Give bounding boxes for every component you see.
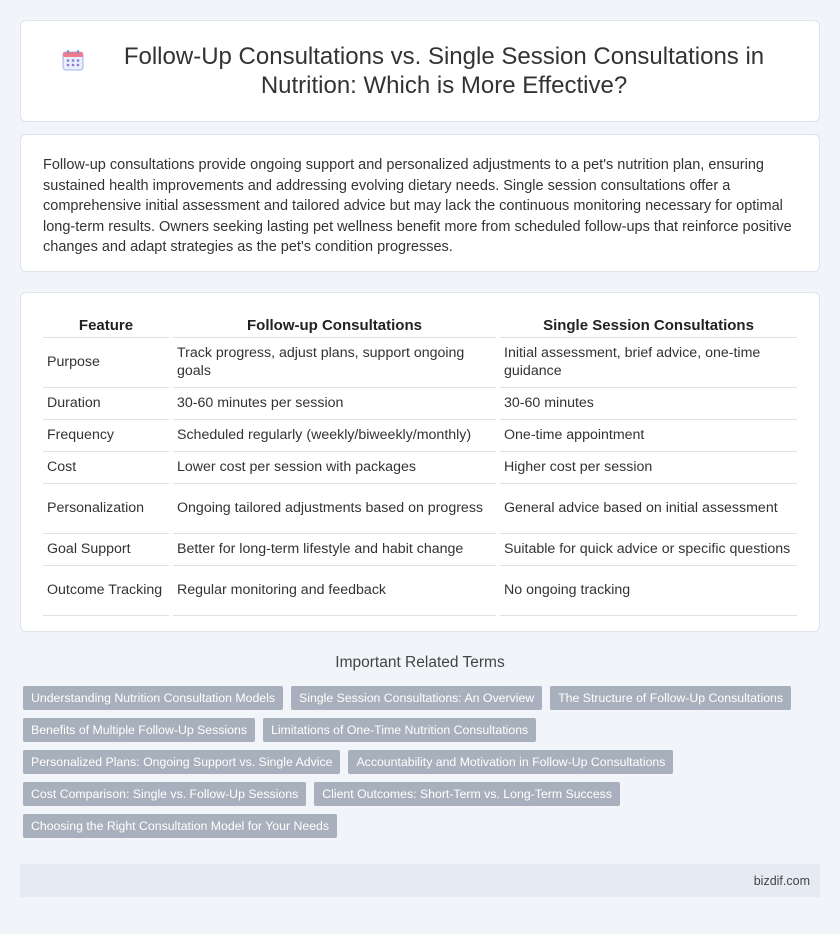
- related-terms-list: [0, 686, 840, 846]
- related-term-tag[interactable]: Client Outcomes: Short-Term vs. Long-Term Success: [314, 782, 620, 806]
- related-term-tag[interactable]: Choosing the Right Consultation Model for Your Needs: [23, 814, 337, 838]
- related-term-tag[interactable]: The Structure of Follow-Up Consultations: [550, 686, 791, 710]
- table-cell: Ongoing tailored adjustments based on progress: [173, 484, 496, 534]
- table-cell: Scheduled regularly (weekly/biweekly/monthly): [173, 420, 496, 452]
- table-cell: General advice based on initial assessment: [500, 484, 797, 534]
- table-cell: Higher cost per session: [500, 452, 797, 484]
- table-cell: Initial assessment, brief advice, one-time guidance: [500, 338, 797, 388]
- column-header-follow-up: Follow-up Consultations: [173, 315, 496, 338]
- table-cell: Better for long-term lifestyle and habit change: [173, 534, 496, 566]
- intro-card: [20, 134, 820, 272]
- table-cell: No ongoing tracking: [500, 566, 797, 616]
- table-cell: Personalization: [43, 484, 169, 534]
- column-header-feature: Feature: [43, 315, 169, 338]
- table-cell: Regular monitoring and feedback: [173, 566, 496, 616]
- related-term-tag[interactable]: Understanding Nutrition Consultation Models: [23, 686, 283, 710]
- table-row: [43, 566, 797, 616]
- related-term-tag[interactable]: Cost Comparison: Single vs. Follow-Up Sessions: [23, 782, 306, 806]
- page-title: Follow-Up Consultations vs. Single Session Consultations in Nutrition: Which is More Effective?: [123, 43, 765, 99]
- intro-text: Follow-up consultations provide ongoing support and personalized adjustments to a pet's nutrition plan, ensuring sustained health improvements and addressing evolving dietary needs. Single session consultations offer a comprehensive initial assessment and tailored advice but may lack the continuous monitoring necessary for optimal long-term results. Owners seeking lasting pet wellness benefit more from scheduled follow-ups that reinforce positive changes and adapt strategies as the pet's condition progresses.: [43, 157, 792, 255]
- table-cell: Track progress, adjust plans, support ongoing goals: [173, 338, 496, 388]
- related-term-tag[interactable]: Benefits of Multiple Follow-Up Sessions: [23, 718, 255, 742]
- table-cell: Duration: [43, 388, 169, 420]
- table-cell: Outcome Tracking: [43, 566, 169, 616]
- table-cell: Frequency: [43, 420, 169, 452]
- table-cell: Goal Support: [43, 534, 169, 566]
- table-header-row: [43, 315, 797, 338]
- related-term-tag[interactable]: Personalized Plans: Ongoing Support vs. Single Advice: [23, 750, 340, 774]
- header-card: [20, 20, 820, 122]
- table-row: [43, 420, 797, 452]
- table-cell: 30-60 minutes: [500, 388, 797, 420]
- table-cell: Suitable for quick advice or specific questions: [500, 534, 797, 566]
- related-terms-heading: Important Related Terms: [335, 654, 505, 671]
- comparison-table-card: [20, 292, 820, 632]
- table-cell: Purpose: [43, 338, 169, 388]
- footer: [20, 864, 820, 897]
- table-cell: One-time appointment: [500, 420, 797, 452]
- table-row: [43, 484, 797, 534]
- column-header-single-session: Single Session Consultations: [500, 315, 797, 338]
- comparison-table: [39, 315, 801, 616]
- calendar-icon: [61, 48, 85, 72]
- related-term-tag[interactable]: Accountability and Motivation in Follow-Up Consultations: [348, 750, 673, 774]
- table-cell: 30-60 minutes per session: [173, 388, 496, 420]
- related-term-tag[interactable]: Single Session Consultations: An Overview: [291, 686, 542, 710]
- table-cell: Cost: [43, 452, 169, 484]
- table-cell: Lower cost per session with packages: [173, 452, 496, 484]
- table-row: [43, 452, 797, 484]
- table-row: [43, 338, 797, 388]
- table-row: [43, 534, 797, 566]
- table-row: [43, 388, 797, 420]
- footer-brand-link[interactable]: bizdif.com: [753, 873, 810, 888]
- related-term-tag[interactable]: Limitations of One-Time Nutrition Consultations: [263, 718, 536, 742]
